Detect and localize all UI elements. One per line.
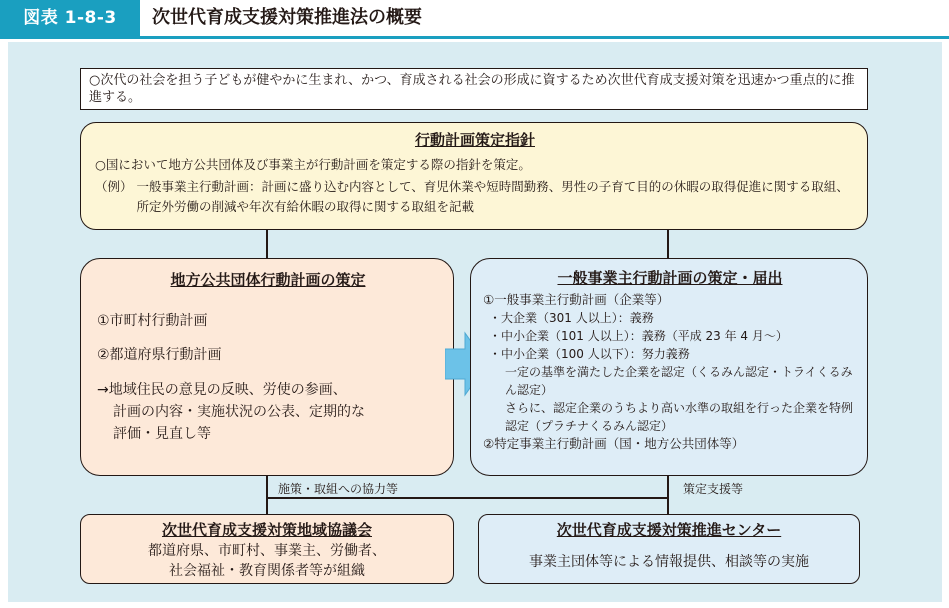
local-plan-result2: 計画の内容・実施状況の公表、定期的な: [113, 404, 365, 420]
support-center-line1: 事業主団体等による情報提供、相談等の実施: [529, 554, 809, 570]
header-divider: [0, 36, 949, 39]
support-label: 策定支援等: [680, 481, 746, 497]
cooperation-label: 施策・取組への協力等: [275, 481, 401, 497]
local-plan-item2: ②都道府県行動計画: [97, 347, 222, 363]
council-title: 次世代育成支援対策地域協議会: [161, 521, 372, 539]
guideline-example: [95, 177, 855, 217]
general-plan-item1: ①一般事業主行動計画（企業等）: [483, 292, 670, 307]
support-center-box: [478, 514, 860, 584]
local-plan-result3: 評価・見直し等: [113, 426, 211, 442]
support-center-title: 次世代育成支援対策推進センター: [556, 521, 782, 539]
connector-local-down: [266, 476, 268, 514]
council-line2: 社会福祉・教育関係者等が組織: [169, 563, 365, 579]
guideline-title: 行動計画策定指針: [414, 131, 535, 149]
figure-header: [0, 0, 949, 36]
regional-council-box: [80, 514, 454, 584]
figure-label: 図表 1-8-3: [0, 0, 140, 36]
general-plan-bullet2: ・中小企業（101 人以上）：義務（平成 23 年 4 月〜）: [489, 329, 788, 343]
guideline-example-text: 一般事業主行動計画：計画に盛り込む内容として、育児休業や短時間勤務、男性の子育て目的の休暇の取得促進に関する取組、所定外労働の削減や年次有給休暇の取得に関する取組を記載: [136, 179, 849, 214]
general-plan-box: [470, 258, 868, 476]
general-plan-item2: ②特定事業主行動計画（国・地方公共団体等）: [483, 436, 745, 451]
general-plan-note2: さらに、認定企業のうちより高い水準の取組を行った企業を特例認定（プラチナくるみん認定）: [505, 401, 854, 433]
connector-guideline-vertical-left: [266, 230, 268, 258]
general-plan-note1: 一定の基準を満たした企業を認定（くるみん認定・トライくるみん認定）: [505, 365, 853, 397]
guideline-example-prefix: （例）: [95, 179, 133, 194]
connector-general-down: [667, 476, 669, 514]
general-plan-title: 一般事業主行動計画の策定・届出: [557, 269, 783, 287]
local-plan-item1: ①市町村行動計画: [97, 313, 208, 329]
local-plan-box: [80, 258, 454, 476]
council-line1: 都道府県、市町村、事業主、労働者、: [148, 543, 386, 559]
intro-box: [80, 68, 868, 110]
page-title: 次世代育成支援対策推進法の概要: [152, 7, 422, 28]
guideline-line1: ○国において地方公共団体及び事業主が行動計画を策定する際の指針を策定。: [95, 157, 531, 172]
local-plan-title: 地方公共団体行動計画の策定: [170, 271, 366, 289]
intro-text: ○次代の社会を担う子どもが健やかに生まれ、かつ、育成される社会の形成に資するため次世代育成支援対策を迅速かつ重点的に推進する。: [89, 73, 855, 105]
general-plan-bullet3: ・中小企業（100 人以下）：努力義務: [489, 347, 690, 361]
general-plan-bullet1: ・大企業（301 人以上）：義務: [489, 311, 654, 325]
connector-horizontal: [266, 497, 668, 499]
guideline-box: [80, 122, 868, 230]
connector-guideline-vertical-right: [667, 230, 669, 258]
local-plan-result1: →地域住民の意見の反映、労使の参画、: [97, 382, 347, 398]
